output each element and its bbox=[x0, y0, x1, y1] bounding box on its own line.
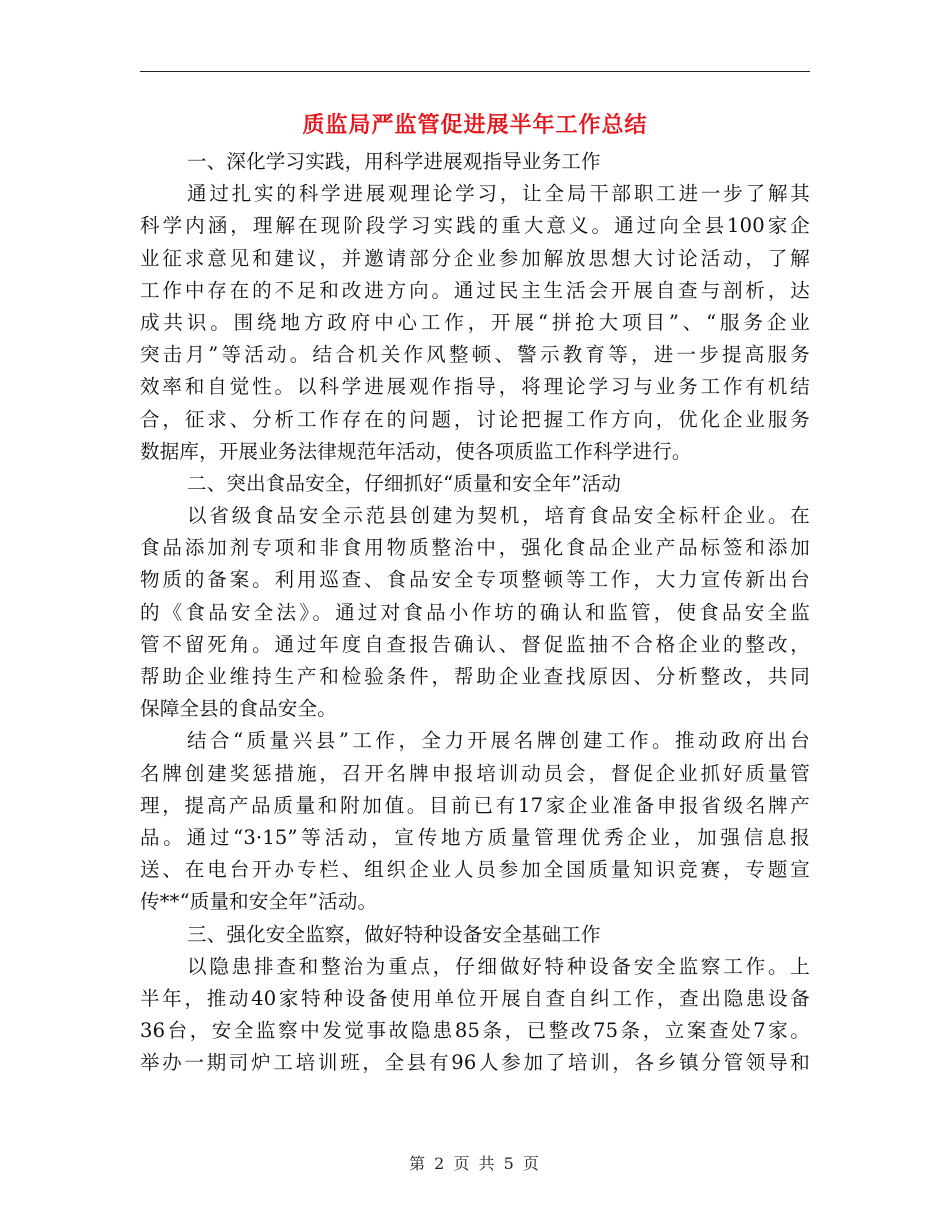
text-line: 帮助企业维持生产和检验条件，帮助企业查找原因、分析整改，共同 bbox=[140, 665, 810, 688]
text-line: 结合“质量兴县”工作，全力开展名牌创建工作。推动政府出台 bbox=[187, 729, 810, 753]
text-line: 理，提高产品质量和附加值。目前已有17家企业准备申报省级名牌产 bbox=[140, 793, 810, 817]
section-heading-2: 二、突出食品安全，仔细抓好“质量和安全年”活动 bbox=[187, 471, 622, 495]
section-heading-1: 一、深化学习实践，用科学进展观指导业务工作 bbox=[187, 150, 601, 173]
text-line: 物质的备案。利用巡查、食品安全专项整顿等工作，大力宣传新出台 bbox=[140, 568, 810, 592]
page-number: 第 2 页 共 5 页 bbox=[409, 1154, 541, 1173]
document-title: 质监局严监管促进展半年工作总结 bbox=[302, 112, 648, 138]
text-line: 送、在电台开办专栏、组织企业人员参加全国质量知识竞赛，专题宣 bbox=[140, 858, 810, 882]
text-line: 传**“质量和安全年”活动。 bbox=[140, 890, 378, 914]
text-line: 效率和自觉性。以科学进展观作指导，将理论学习与业务工作有机结 bbox=[140, 375, 810, 399]
text-line: 食品添加剂专项和非食用物质整治中，强化食品企业产品标签和添加 bbox=[140, 536, 810, 560]
header-rule bbox=[140, 71, 810, 72]
text-line: 管不留死角。通过年度自查报告确认、督促监抽不合格企业的整改， bbox=[140, 632, 810, 656]
text-line: 突击月”等活动。结合机关作风整顿、警示教育等，进一步提高服务 bbox=[140, 343, 810, 367]
text-line: 的《食品安全法》。通过对食品小作坊的确认和监管，使食品安全监 bbox=[140, 600, 810, 624]
text-line: 保障全县的食品安全。 bbox=[140, 697, 338, 721]
text-line: 举办一期司炉工培训班，全县有96人参加了培训，各乡镇分管领导和 bbox=[140, 1051, 810, 1075]
text-line: 以隐患排查和整治为重点，仔细做好特种设备安全监察工作。上 bbox=[187, 954, 810, 978]
text-line: 科学内涵，理解在现阶段学习实践的重大意义。通过向全县100家企 bbox=[140, 214, 810, 238]
text-line: 通过扎实的科学进展观理论学习，让全局干部职工进一步了解其 bbox=[187, 182, 810, 206]
text-line: 半年，推动40家特种设备使用单位开展自查自纠工作，查出隐患设备 bbox=[140, 986, 810, 1010]
text-line: 业征求意见和建议，并邀请部分企业参加解放思想大讨论活动，了解 bbox=[140, 246, 810, 270]
text-line: 数据库，开展业务法律规范年活动，使各项质监工作科学进行。 bbox=[140, 439, 692, 463]
text-line: 成共识。围绕地方政府中心工作，开展“拼抢大项目”、“服务企业 bbox=[140, 310, 810, 334]
text-line: 36台，安全监察中发觉事故隐患85条，已整改75条，立案查处7家。 bbox=[140, 1019, 810, 1043]
text-line: 品。通过“3·15”等活动，宣传地方质量管理优秀企业，加强信息报 bbox=[140, 825, 810, 849]
section-heading-3: 三、强化安全监察，做好特种设备安全基础工作 bbox=[187, 922, 601, 946]
text-line: 以省级食品安全示范县创建为契机，培育食品安全标杆企业。在 bbox=[187, 504, 810, 528]
text-line: 合，征求、分析工作存在的问题，讨论把握工作方向，优化企业服务 bbox=[140, 407, 810, 431]
text-line: 工作中存在的不足和改进方向。通过民主生活会开展自查与剖析，达 bbox=[140, 278, 810, 302]
text-line: 名牌创建奖惩措施，召开名牌申报培训动员会，督促企业抓好质量管 bbox=[140, 761, 810, 785]
document-body bbox=[140, 146, 810, 1079]
